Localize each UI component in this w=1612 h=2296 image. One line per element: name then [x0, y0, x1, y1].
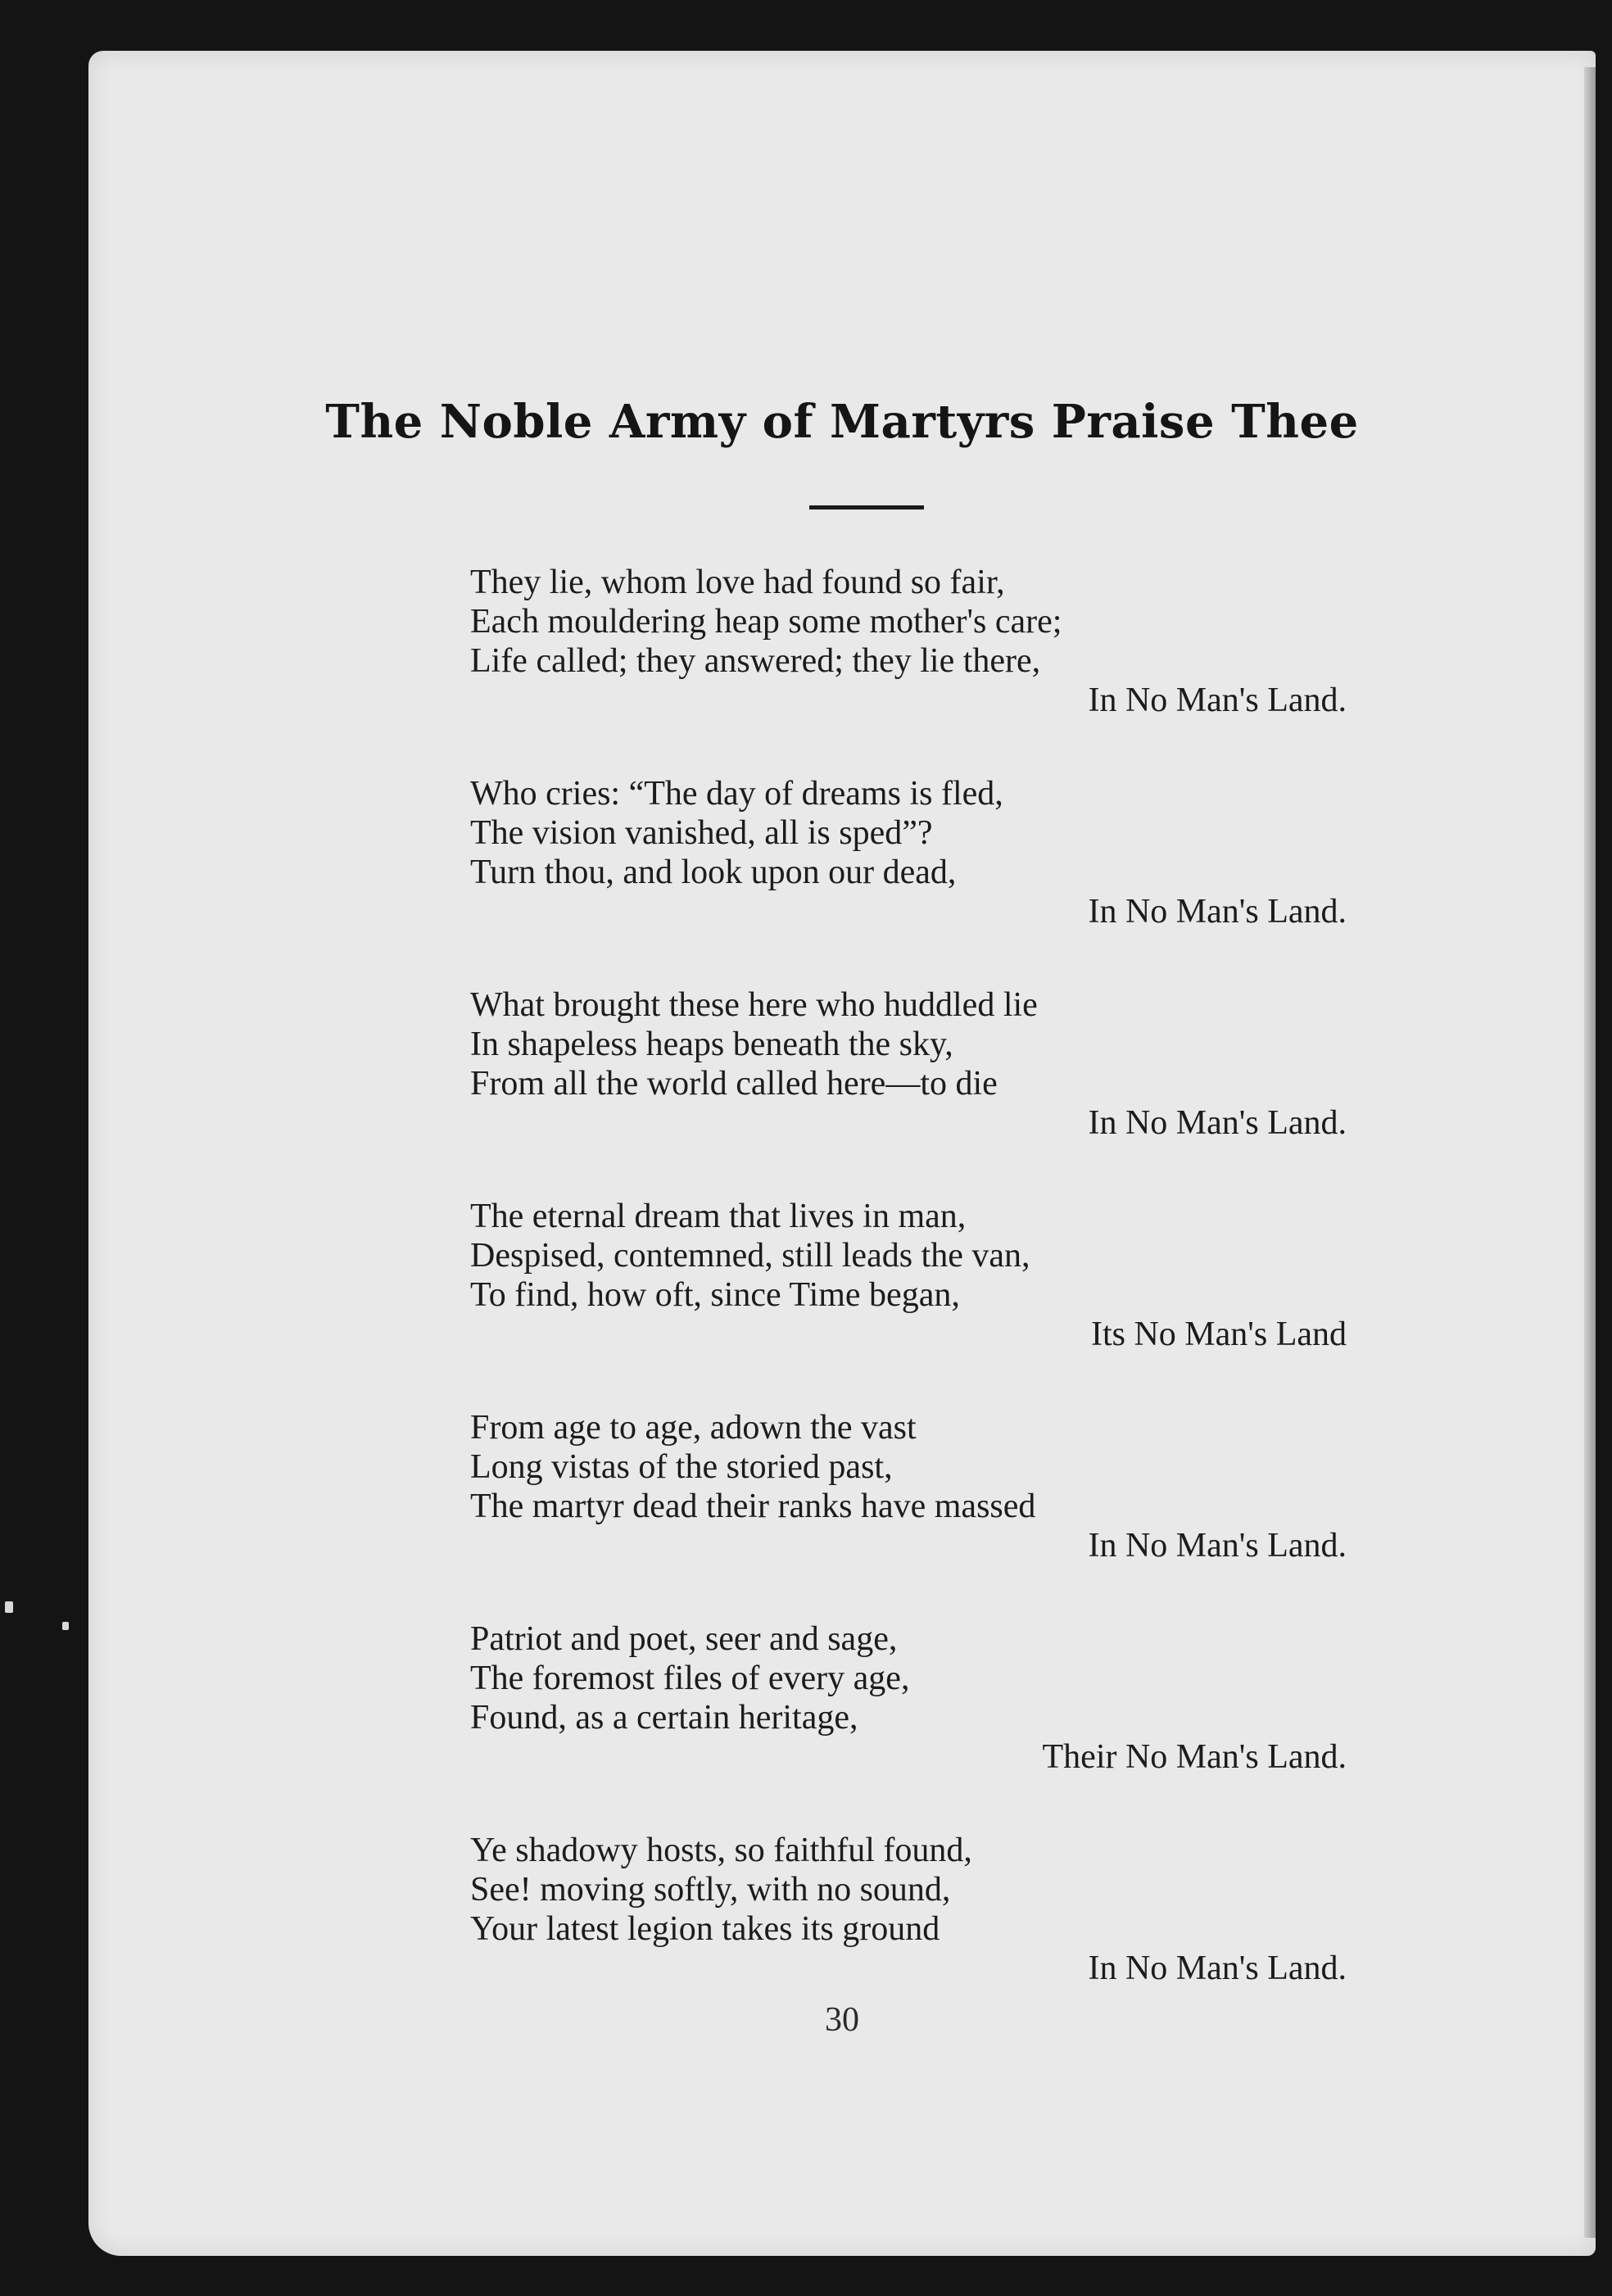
poem-line: Each mouldering heap some mother's care; [470, 603, 1062, 641]
stanza [470, 1408, 1347, 1565]
poem-line: Long vistas of the storied past, [470, 1448, 893, 1486]
poem-line: The eternal dream that lives in man, [470, 1198, 967, 1235]
title-rule [809, 505, 924, 509]
poem-line: The foremost files of every age, [470, 1660, 910, 1697]
poem-line: See! moving softly, with no sound, [470, 1871, 951, 1909]
stanza [470, 563, 1347, 720]
poem-line: Ye shadowy hosts, so faithful found, [470, 1832, 972, 1869]
poem-refrain: Its No Man's Land [1090, 1316, 1347, 1353]
book-page [88, 51, 1596, 2256]
stanza [470, 774, 1347, 931]
poem-line: Your latest legion takes its ground [470, 1910, 940, 1948]
poem-line: Who cries: “The day of dreams is fled, [470, 775, 1003, 813]
poem-line: From all the world called here—to die [470, 1065, 998, 1103]
poem-line: To find, how oft, since Time began, [470, 1276, 960, 1314]
poem-line: From age to age, adown the vast [470, 1409, 917, 1447]
stanza [470, 985, 1347, 1143]
stanza [470, 1619, 1347, 1777]
poem-line: Despised, contemned, still leads the van, [470, 1237, 1030, 1275]
poem-line: The martyr dead their ranks have massed [470, 1488, 1036, 1525]
scan-speck [62, 1622, 69, 1630]
poem-line: Turn thou, and look upon our dead, [470, 854, 957, 891]
page-edge [1584, 67, 1596, 2238]
page-title: The Noble Army of Martyrs Praise Thee [325, 395, 1359, 449]
stanza [470, 1831, 1347, 1988]
poem-refrain: Their No Man's Land. [1042, 1738, 1347, 1776]
page-number: 30 [825, 2001, 859, 2039]
poem-refrain: In No Man's Land. [1088, 1950, 1347, 1987]
poem-line: Life called; they answered; they lie there, [470, 642, 1041, 680]
poem-line: In shapeless heaps beneath the sky, [470, 1026, 953, 1063]
poem-refrain: In No Man's Land. [1088, 1104, 1347, 1142]
poem-line: They lie, whom love had found so fair, [470, 564, 1005, 601]
poem-line: The vision vanished, all is sped”? [470, 814, 933, 852]
poem-line: Found, as a certain heritage, [470, 1699, 858, 1737]
scan-speck [5, 1601, 13, 1613]
stanza [470, 1197, 1347, 1354]
poem-refrain: In No Man's Land. [1088, 893, 1347, 931]
poem-line: Patriot and poet, seer and sage, [470, 1620, 898, 1658]
poem-refrain: In No Man's Land. [1088, 682, 1347, 719]
poem [470, 563, 1347, 2042]
poem-line: What brought these here who huddled lie [470, 986, 1038, 1024]
poem-refrain: In No Man's Land. [1088, 1527, 1347, 1565]
